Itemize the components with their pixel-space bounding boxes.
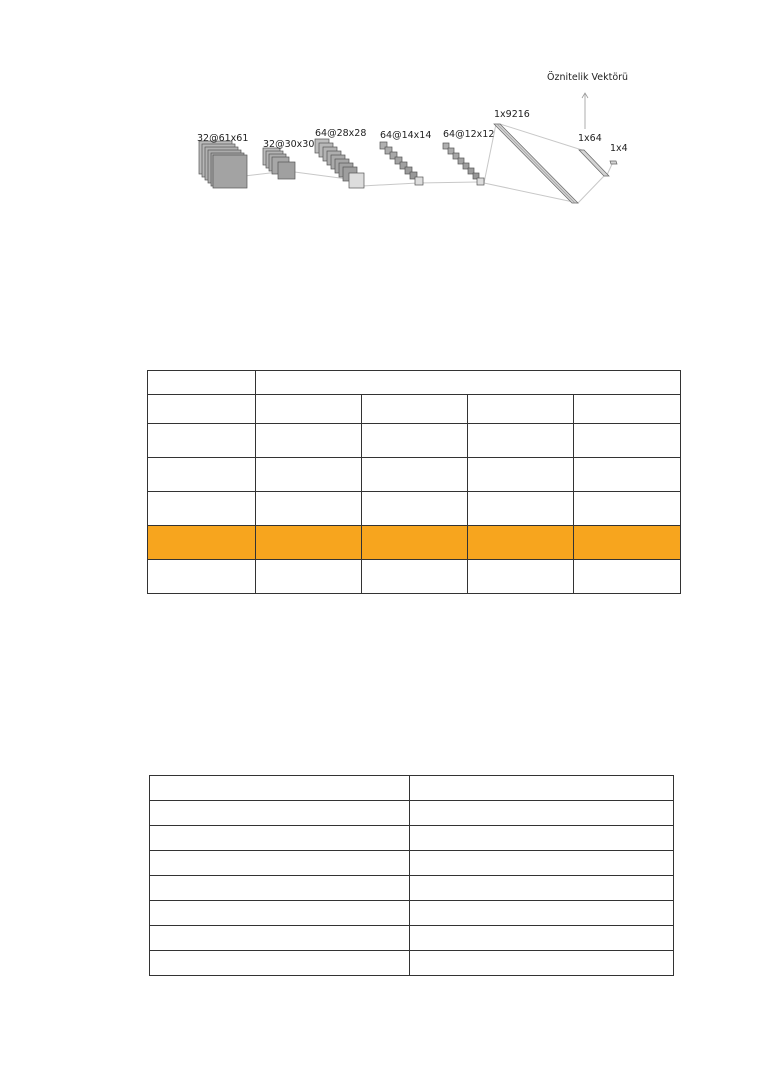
table-row bbox=[150, 926, 674, 951]
table2-cell bbox=[410, 951, 674, 976]
table2-cell bbox=[150, 951, 410, 976]
table1-cell bbox=[468, 424, 574, 458]
layer-label-64x12x12: 64@12x12 bbox=[443, 129, 495, 140]
layer-conv1-maps bbox=[199, 141, 247, 188]
table-row bbox=[150, 851, 674, 876]
table1-cell bbox=[362, 458, 468, 492]
table2-cell bbox=[150, 926, 410, 951]
results-table-2 bbox=[149, 775, 674, 976]
layer-label-32x30x30: 32@30x30 bbox=[263, 139, 315, 150]
table1-cell bbox=[148, 560, 256, 594]
table2-cell bbox=[150, 901, 410, 926]
table1-cell bbox=[362, 492, 468, 526]
table-row bbox=[150, 826, 674, 851]
table1-cell bbox=[256, 424, 362, 458]
layer-label-1x4: 1x4 bbox=[610, 143, 628, 154]
table1-cell bbox=[468, 526, 574, 560]
layer-label-64x28x28: 64@28x28 bbox=[315, 128, 367, 139]
layer-label-32x61x61: 32@61x61 bbox=[197, 133, 249, 144]
layer-pool2-maps bbox=[380, 142, 423, 185]
table-row-highlighted bbox=[148, 526, 681, 560]
table2-cell bbox=[410, 876, 674, 901]
table1-cell bbox=[148, 526, 256, 560]
table-row bbox=[150, 901, 674, 926]
layer-output-4 bbox=[610, 161, 617, 164]
results-table-1 bbox=[147, 370, 681, 594]
table1-header-row-1 bbox=[148, 371, 681, 395]
layer-conv3-maps bbox=[443, 143, 484, 185]
table1-cell bbox=[468, 458, 574, 492]
table1-cell bbox=[574, 492, 681, 526]
table1-cell bbox=[148, 424, 256, 458]
table1-cell bbox=[148, 371, 256, 395]
table1-cell bbox=[148, 458, 256, 492]
table1-cell bbox=[256, 526, 362, 560]
table1-cell bbox=[468, 492, 574, 526]
table2-cell bbox=[150, 801, 410, 826]
table2-cell bbox=[410, 776, 674, 801]
table1-cell bbox=[362, 424, 468, 458]
table-row bbox=[150, 876, 674, 901]
table-row bbox=[148, 424, 681, 458]
table1-cell bbox=[574, 395, 681, 424]
table1-cell bbox=[574, 458, 681, 492]
feature-vector-arrow bbox=[582, 93, 588, 129]
table2-cell bbox=[410, 926, 674, 951]
layer-label-1x9216: 1x9216 bbox=[494, 109, 530, 120]
layer-label-64x14x14: 64@14x14 bbox=[380, 130, 432, 141]
table2-cell bbox=[150, 776, 410, 801]
table1-header-row-2 bbox=[148, 395, 681, 424]
table2-cell bbox=[410, 851, 674, 876]
table1-cell bbox=[148, 395, 256, 424]
table2-cell bbox=[150, 851, 410, 876]
layer-label-1x64: 1x64 bbox=[578, 133, 602, 144]
table1-cell bbox=[468, 560, 574, 594]
table-row bbox=[148, 458, 681, 492]
table1-cell bbox=[574, 424, 681, 458]
layer-conv2-maps bbox=[315, 139, 364, 188]
table2-cell bbox=[410, 801, 674, 826]
table-row bbox=[150, 776, 674, 801]
table1-cell bbox=[574, 526, 681, 560]
table1-cell bbox=[256, 492, 362, 526]
table1-cell bbox=[362, 526, 468, 560]
table1-cell bbox=[148, 492, 256, 526]
table2-cell bbox=[410, 826, 674, 851]
table1-cell bbox=[574, 560, 681, 594]
table1-cell bbox=[256, 560, 362, 594]
table2-cell bbox=[150, 826, 410, 851]
table2-cell bbox=[150, 876, 410, 901]
table1-group-header bbox=[256, 371, 681, 395]
table1-cell bbox=[256, 395, 362, 424]
table1-cell bbox=[468, 395, 574, 424]
table-row bbox=[148, 492, 681, 526]
table-row bbox=[148, 560, 681, 594]
table-row bbox=[150, 801, 674, 826]
table2-cell bbox=[410, 901, 674, 926]
layer-pool1-maps bbox=[263, 148, 295, 179]
table1-cell bbox=[362, 395, 468, 424]
layer-dense-64 bbox=[579, 150, 609, 176]
table-row bbox=[150, 951, 674, 976]
feature-vector-label: Öznitelik Vektörü bbox=[547, 72, 629, 83]
table1-cell bbox=[362, 560, 468, 594]
table1-cell bbox=[256, 458, 362, 492]
cnn-architecture-diagram bbox=[0, 0, 761, 230]
